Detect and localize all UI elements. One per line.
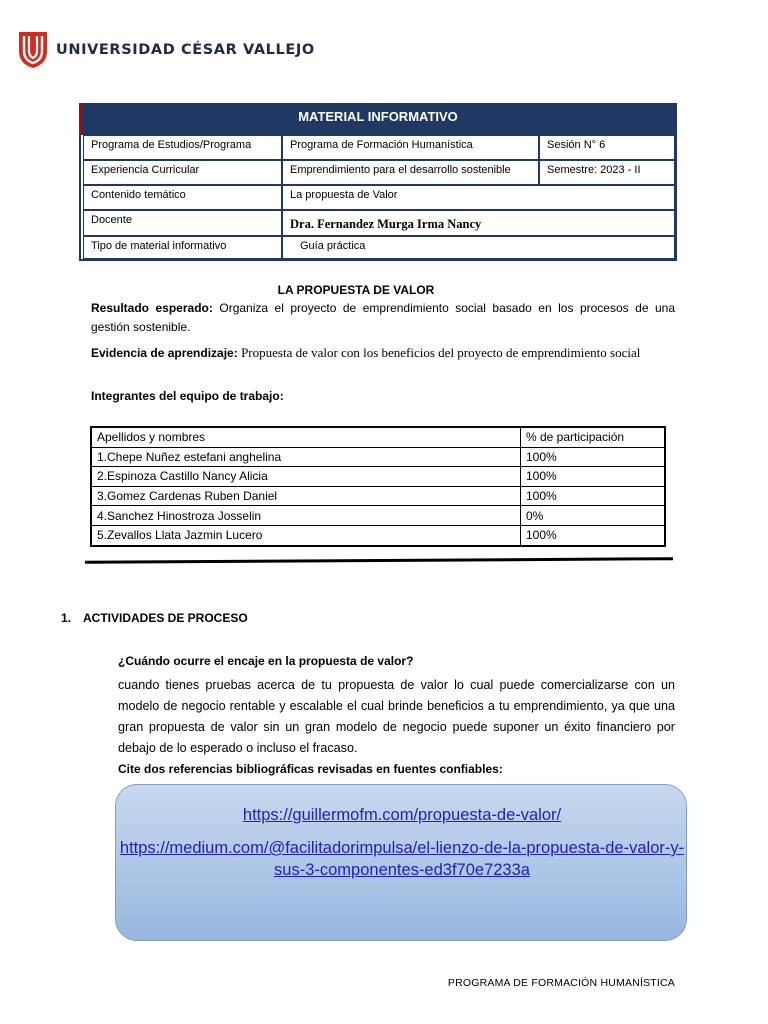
team-header-name: Apellidos y nombres (91, 427, 521, 447)
table-row (91, 506, 665, 526)
teacher-name: Dra. Fernandez Murga Irma Nancy (282, 210, 675, 236)
page-footer: PROGRAMA DE FORMACIÓN HUMANÍSTICA (447, 977, 675, 989)
question: ¿Cuándo ocurre el encaje en la propuesta de valor? (118, 654, 414, 668)
teacher-label: Docente (83, 210, 282, 236)
member-name: 2.Espinoza Castillo Nancy Alicia (91, 467, 521, 487)
program-value: Programa de Formación Humanística (282, 135, 539, 160)
material-type-label: Tipo de material informativo (83, 236, 282, 259)
references-prompt: Cite dos referencias bibliográficas revisadas en fuentes confiables: (118, 762, 503, 776)
team-table (90, 426, 666, 547)
member-participation: 100% (521, 467, 666, 487)
member-name: 3.Gomez Cardenas Ruben Daniel (91, 486, 521, 506)
reference-link-1[interactable]: https://guillermofm.com/propuesta-de-valor/ (242, 806, 562, 824)
learning-evidence-label: Evidencia de aprendizaje: (91, 346, 238, 360)
section-number: 1. (61, 611, 72, 625)
semester-value: Semestre: 2023 - II (539, 160, 675, 185)
member-participation: 100% (521, 525, 666, 545)
section-title: ACTIVIDADES DE PROCESO (83, 611, 248, 625)
member-name: 1.Chepe Nuñez estefani anghelina (91, 447, 521, 467)
session-value: Sesión N° 6 (539, 135, 675, 160)
expected-result-text: Organiza el proyecto de emprendimiento social basado en los procesos de una gestión sostenible. (91, 301, 675, 334)
material-type-value: Guía práctica (282, 236, 675, 259)
team-header-participation: % de participación (521, 427, 666, 447)
references-box (115, 784, 687, 941)
program-label: Programa de Estudios/Programa (83, 135, 282, 160)
ucv-shield-icon (18, 31, 48, 69)
table-row (91, 467, 665, 487)
answer-paragraph: cuando tienes pruebas acerca de tu propuesta de valor lo cual puede comercializarse con un modelo de negocio rentable y escalable el cual brinde beneficios a tu emprendimiento, ya que una gran propuesta de valor sin un gran modelo de negocio puede suponer un éxito financiero por debajo de lo esperado o incluso el fracaso. (118, 678, 675, 755)
section-heading (61, 611, 248, 625)
content-value: La propuesta de Valor (282, 185, 675, 210)
expected-result-label: Resultado esperado: (91, 301, 213, 315)
team-table-header-row (91, 427, 665, 447)
separator-line (85, 557, 673, 564)
info-table (79, 103, 677, 261)
table-row (91, 525, 665, 545)
member-participation: 100% (521, 447, 666, 467)
info-table-title: MATERIAL INFORMATIVO (81, 105, 675, 135)
curricular-value: Emprendimiento para el desarrollo sostenible (282, 160, 539, 185)
university-logo (18, 31, 315, 69)
content-label: Contenido temático (83, 185, 282, 210)
table-row (91, 447, 665, 467)
member-participation: 0% (521, 506, 666, 526)
member-name: 5.Zevallos Llata Jazmin Lucero (91, 525, 521, 545)
member-participation: 100% (521, 486, 666, 506)
learning-evidence-text: Propuesta de valor con los beneficios del proyecto de emprendimiento social (241, 345, 641, 360)
team-members-heading: Integrantes del equipo de trabajo: (91, 389, 284, 403)
document-title: LA PROPUESTA DE VALOR (277, 283, 435, 297)
learning-evidence (91, 344, 675, 362)
expected-result (91, 299, 675, 337)
curricular-label: Experiencia Curricular (83, 160, 282, 185)
member-name: 4.Sanchez Hinostroza Josselin (91, 506, 521, 526)
table-row (91, 486, 665, 506)
reference-link-2[interactable]: https://medium.com/@facilitadorimpulsa/el-lienzo-de-la-propuesta-de-valor-y-sus-3-componentes-ed3f70e7233a (119, 839, 685, 879)
university-name: UNIVERSIDAD CÉSAR VALLEJO (56, 42, 315, 58)
